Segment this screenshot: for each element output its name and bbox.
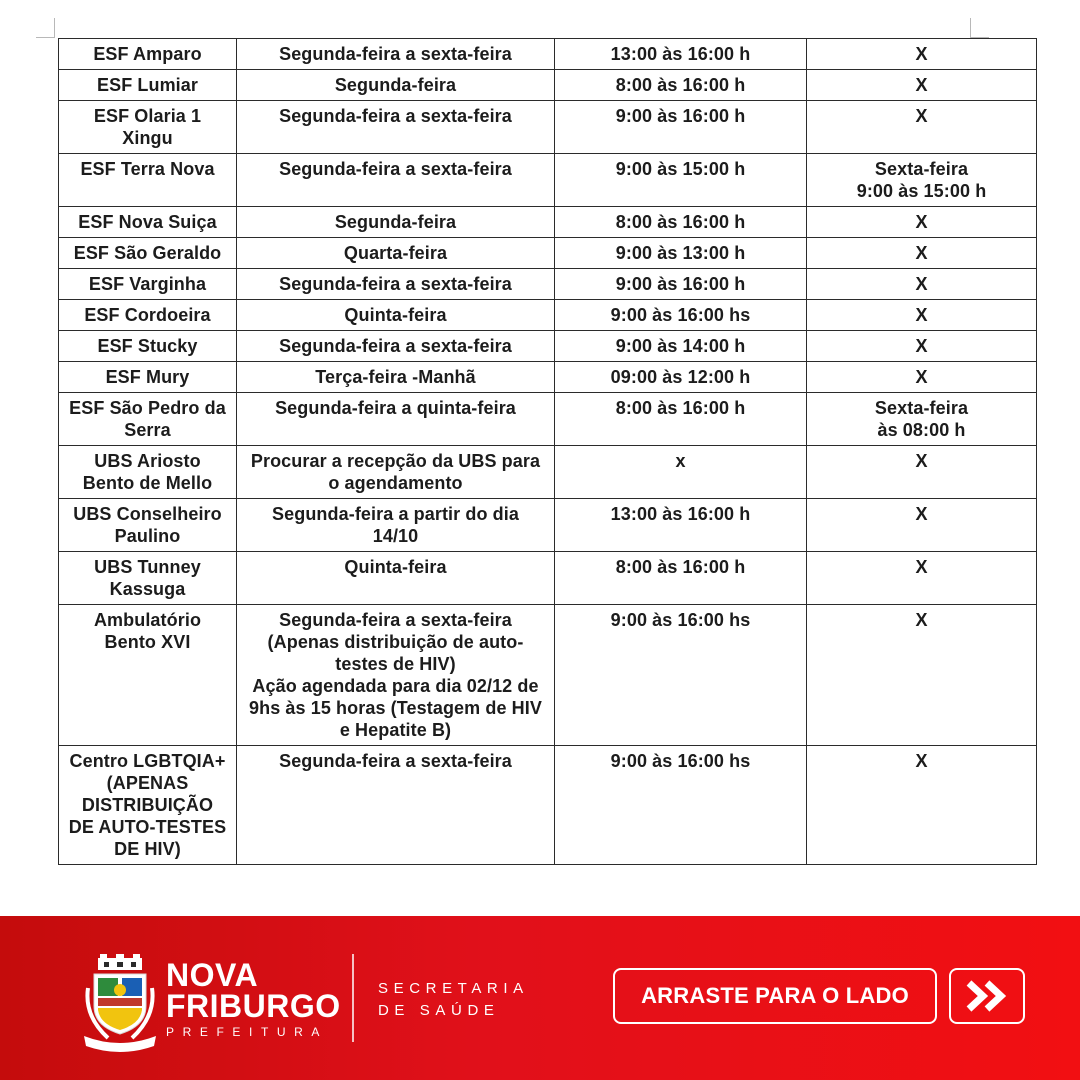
days-cell [237,269,555,300]
table-row [59,746,1037,865]
extra-text: X [915,751,928,771]
department-name [378,978,529,1022]
unit-cell [59,499,237,552]
extra-text: X [915,557,928,577]
days-cell [237,746,555,865]
table-row [59,446,1037,499]
unit-cell [59,331,237,362]
days-cell [237,393,555,446]
days-text: Segunda-feira a sexta-feira [279,106,512,126]
days-text: Quarta-feira [343,243,448,263]
hours-text: 9:00 às 16:00 hs [610,751,751,771]
unit-cell [59,39,237,70]
extra-text: X [915,305,928,325]
extra-text: X [915,106,928,126]
extra-cell [807,605,1037,746]
unit-cell [59,746,237,865]
swipe-hint-button[interactable] [613,968,937,1024]
unit-name: UBS Ariosto Bento de Mello [82,451,213,493]
unit-name: ESF Cordoeira [84,305,211,325]
days-cell [237,605,555,746]
brand-line-2: FRIBURGO [166,988,341,1024]
hours-text: 9:00 às 16:00 h [615,274,746,294]
days-text: Segunda-feira a sexta-feira [279,336,512,356]
unit-name: UBS Conselheiro Paulino [73,504,222,546]
days-cell [237,238,555,269]
brand-wordmark [166,957,341,1040]
days-cell [237,362,555,393]
unit-name: ESF Lumiar [96,75,199,95]
hours-cell [555,269,807,300]
unit-cell [59,269,237,300]
table-row [59,101,1037,154]
unit-name: ESF Terra Nova [80,159,215,179]
unit-cell [59,552,237,605]
unit-name: ESF Olaria 1 Xingu [93,106,202,148]
extra-cell [807,269,1037,300]
unit-name: ESF São Pedro da Serra [69,398,226,440]
days-cell [237,300,555,331]
hours-cell [555,605,807,746]
unit-name: ESF Nova Suiça [78,212,217,232]
swipe-hint-label: ARRASTE PARA O LADO [641,983,909,1008]
hours-text: 13:00 às 16:00 h [610,504,751,524]
extra-text: X [915,367,928,387]
hours-text: 9:00 às 15:00 h [615,159,746,179]
table-row [59,300,1037,331]
table-row [59,39,1037,70]
table-row [59,605,1037,746]
hours-text: 9:00 às 14:00 h [615,336,746,356]
days-text: Segunda-feira a sexta-feira [279,751,512,771]
next-button[interactable] [949,968,1025,1024]
days-text: Segunda-feira a sexta-feira (Apenas distribuição de auto- testes de HIV) Ação agendada para dia 02/12 de 9hs às 15 horas (Testagem de HIV e Hepatite B) [249,610,542,740]
unit-name: ESF Mury [105,367,190,387]
extra-cell [807,207,1037,238]
page-corner-mark [36,18,55,38]
unit-name: Centro LGBTQIA+ (APENAS DISTRIBUIÇÃO DE AUTO-TESTES DE HIV) [68,751,227,859]
unit-cell [59,393,237,446]
extra-text: X [915,212,928,232]
days-cell [237,39,555,70]
hours-text: 8:00 às 16:00 h [615,557,746,577]
extra-cell [807,446,1037,499]
days-text: Segunda-feira a sexta-feira [279,44,512,64]
extra-cell [807,238,1037,269]
extra-text: X [915,504,928,524]
unit-name: Ambulatório Bento XVI [93,610,202,652]
double-chevron-right-icon [961,979,1013,1013]
extra-text: X [915,336,928,356]
extra-text: X [915,75,928,95]
unit-cell [59,300,237,331]
hours-cell [555,362,807,393]
days-text: Quinta-feira [344,305,447,325]
days-text: Segunda-feira a sexta-feira [279,159,512,179]
unit-cell [59,154,237,207]
days-cell [237,446,555,499]
unit-cell [59,101,237,154]
table-row [59,70,1037,101]
days-text: Segunda-feira a quinta-feira [275,398,516,418]
hours-text: 8:00 às 16:00 h [615,398,746,418]
hours-cell [555,552,807,605]
unit-cell [59,605,237,746]
schedule-table [58,38,1037,865]
extra-text: X [915,44,928,64]
hours-text: 09:00 às 12:00 h [610,367,751,387]
brand-line-1: NOVA [166,957,259,993]
hours-text: 9:00 às 16:00 hs [610,610,751,630]
table-row [59,238,1037,269]
days-text: Terça-feira -Manhã [315,367,476,387]
hours-cell [555,446,807,499]
hours-cell [555,393,807,446]
extra-cell [807,300,1037,331]
unit-name: ESF São Geraldo [73,243,222,263]
days-text: Segunda-feira [334,75,457,95]
table-row [59,552,1037,605]
department-line-1: SECRETARIA [378,980,529,997]
extra-text: X [915,274,928,294]
days-text: Segunda-feira a partir do dia 14/10 [272,504,519,546]
table-row [59,207,1037,238]
extra-cell [807,101,1037,154]
table-row [59,499,1037,552]
hours-cell [555,238,807,269]
hours-text: 8:00 às 16:00 h [615,212,746,232]
extra-cell [807,154,1037,207]
extra-cell [807,362,1037,393]
hours-cell [555,300,807,331]
table-row [59,154,1037,207]
extra-cell [807,552,1037,605]
days-text: Segunda-feira [334,212,457,232]
footer-divider [352,954,354,1042]
extra-cell [807,70,1037,101]
hours-text: 9:00 às 13:00 h [615,243,746,263]
brand-line-3: PREFEITURA [166,1025,329,1039]
table-row [59,362,1037,393]
days-cell [237,70,555,101]
page-corner-mark [970,18,989,38]
extra-text: X [915,610,928,630]
days-cell [237,154,555,207]
table-row [59,393,1037,446]
unit-name: UBS Tunney Kassuga [94,557,201,599]
hours-cell [555,746,807,865]
unit-cell [59,446,237,499]
days-cell [237,331,555,362]
unit-cell [59,207,237,238]
table-row [59,269,1037,300]
days-cell [237,101,555,154]
extra-text: Sexta-feira 9:00 às 15:00 h [856,159,987,201]
days-text: Procurar a recepção da UBS para o agendamento [250,451,541,493]
unit-cell [59,70,237,101]
days-cell [237,207,555,238]
extra-cell [807,393,1037,446]
hours-text: 13:00 às 16:00 h [610,44,751,64]
unit-name: ESF Varginha [88,274,207,294]
days-text: Quinta-feira [344,557,447,577]
hours-text: 9:00 às 16:00 hs [610,305,751,325]
unit-cell [59,362,237,393]
city-crest-logo [82,954,158,1052]
unit-name: ESF Amparo [93,44,202,64]
extra-cell [807,499,1037,552]
hours-cell [555,331,807,362]
hours-cell [555,499,807,552]
extra-cell [807,331,1037,362]
hours-cell [555,101,807,154]
hours-cell [555,70,807,101]
hours-text: x [675,451,686,471]
hours-cell [555,39,807,70]
days-cell [237,499,555,552]
extra-cell [807,746,1037,865]
department-line-2: DE SAÚDE [378,1002,500,1019]
hours-cell [555,207,807,238]
extra-text: X [915,243,928,263]
hours-text: 8:00 às 16:00 h [615,75,746,95]
table-row [59,331,1037,362]
extra-text: X [915,451,928,471]
extra-cell [807,39,1037,70]
extra-text: Sexta-feira às 08:00 h [874,398,969,440]
days-cell [237,552,555,605]
unit-cell [59,238,237,269]
days-text: Segunda-feira a sexta-feira [279,274,512,294]
hours-cell [555,154,807,207]
unit-name: ESF Stucky [97,336,198,356]
hours-text: 9:00 às 16:00 h [615,106,746,126]
footer-banner [0,916,1080,1080]
